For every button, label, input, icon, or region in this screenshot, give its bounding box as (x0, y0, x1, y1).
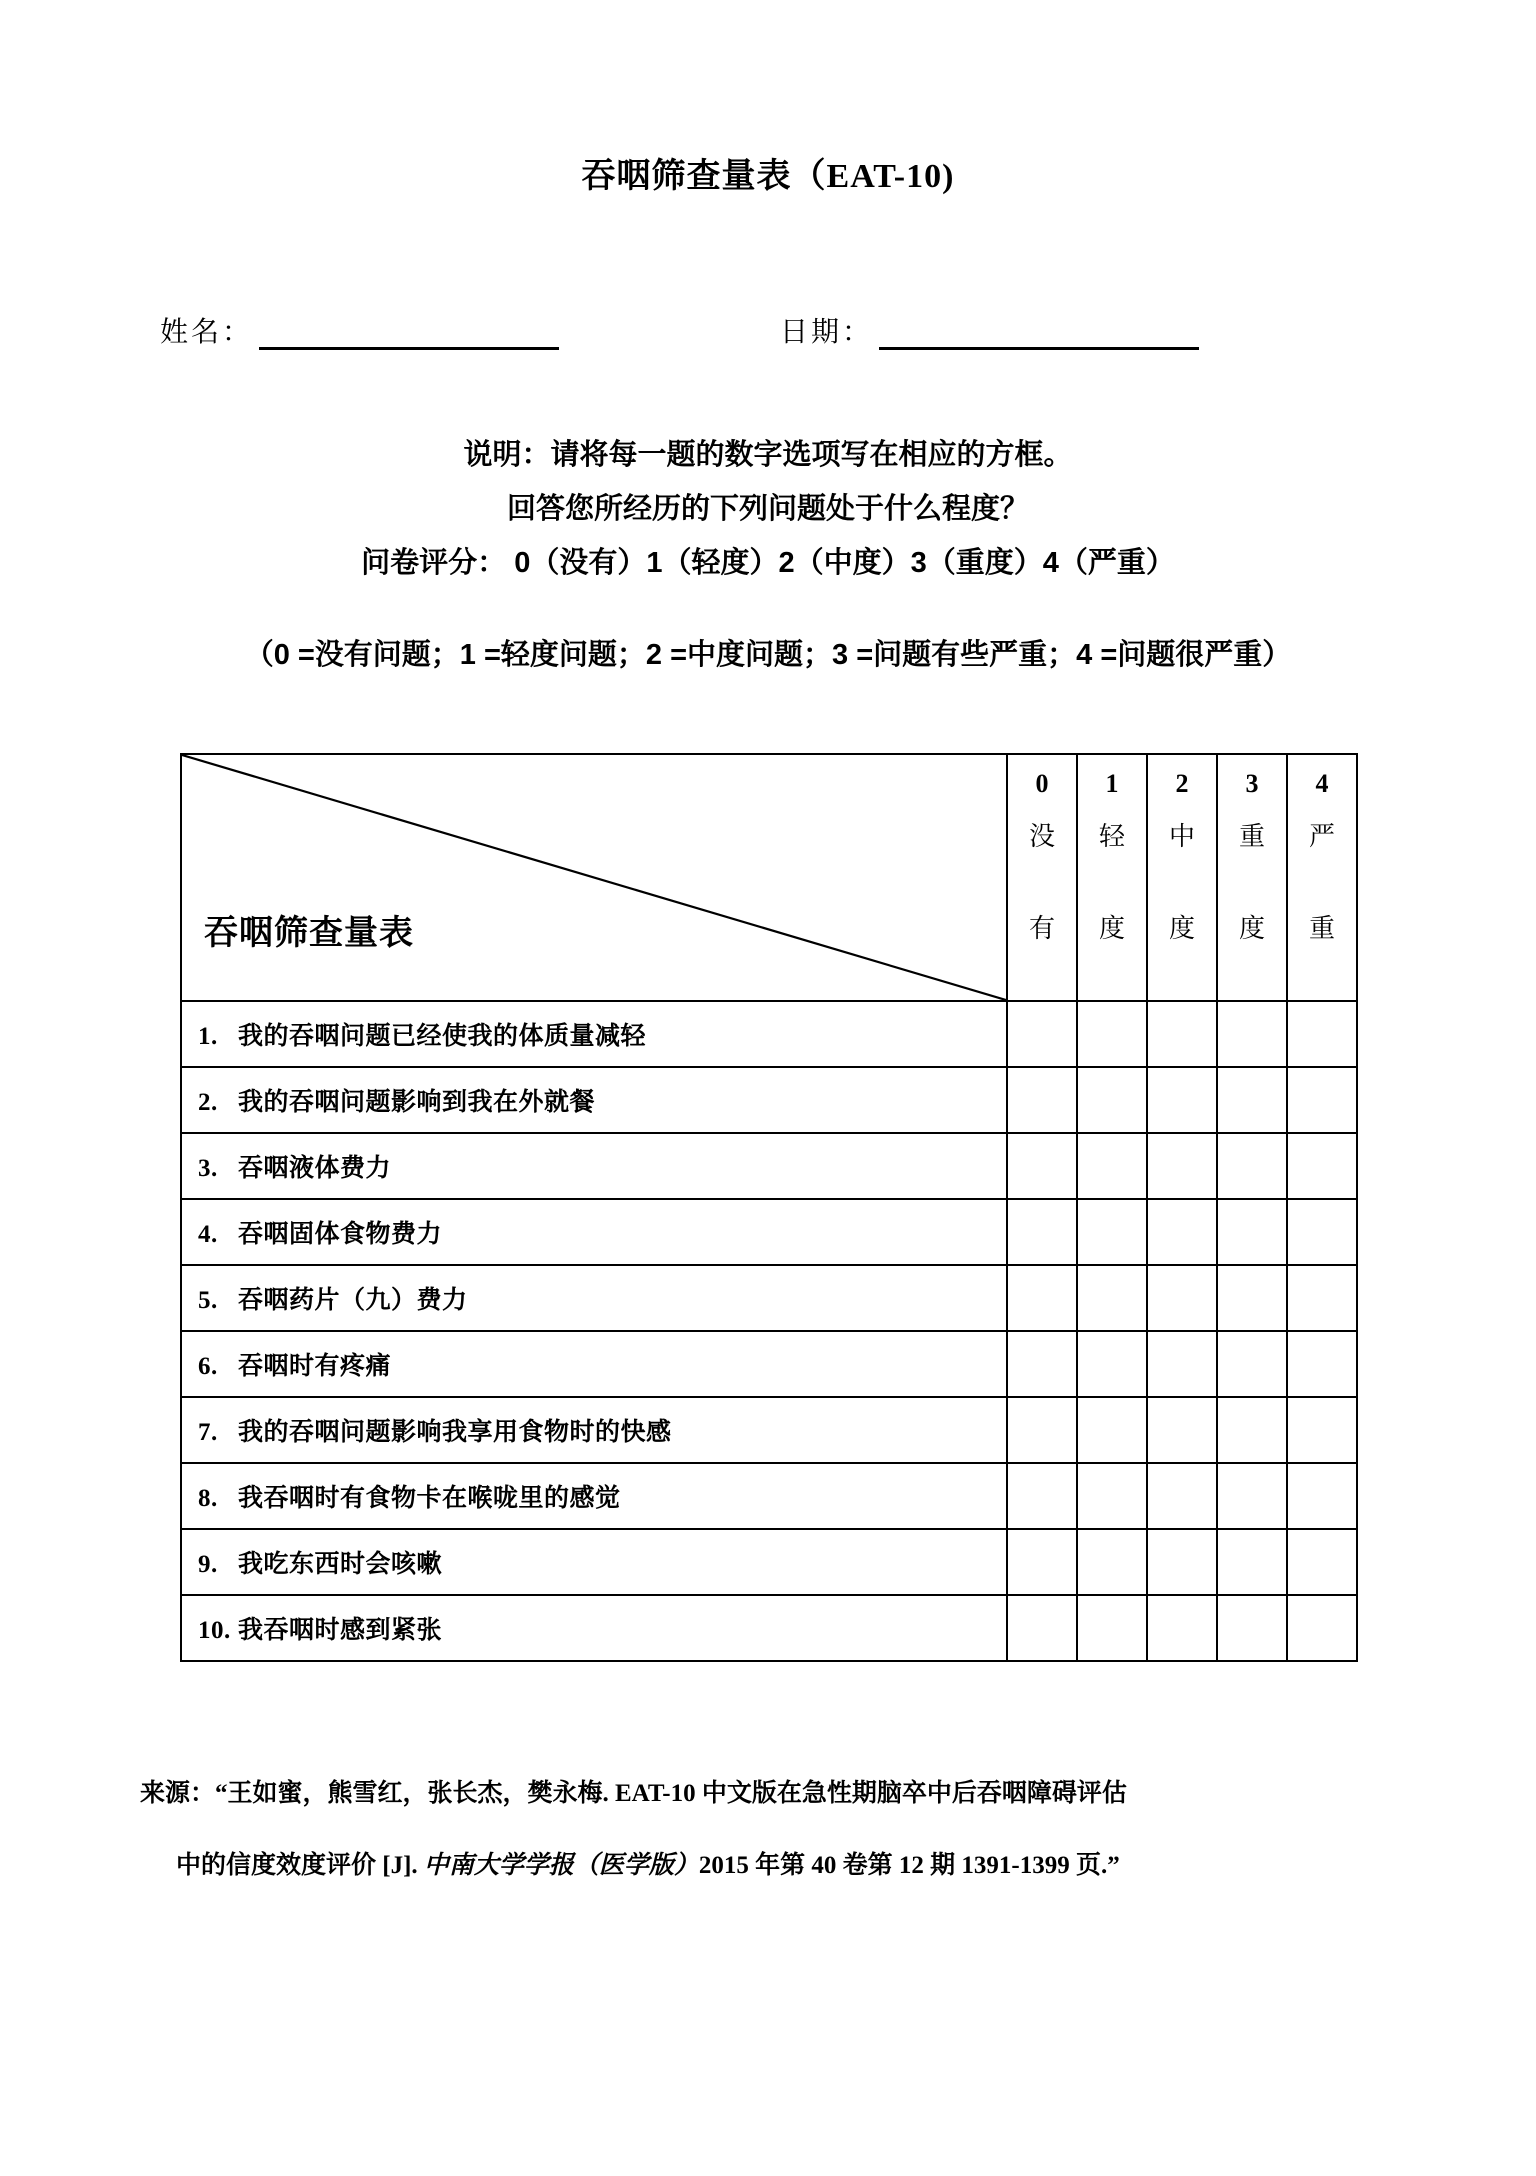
table-row (181, 1133, 1357, 1199)
answer-box-8-1[interactable] (1077, 1463, 1147, 1529)
date-input-blank[interactable] (879, 317, 1199, 350)
instruction-line-2: 回答您所经历的下列问题处于什么程度？ (506, 493, 1029, 525)
column-header-number-1: 1 (1105, 769, 1119, 798)
column-header-number-2: 2 (1175, 769, 1189, 798)
source-line-2-prefix: 中的信度效度评价 [J]. (176, 1852, 424, 1879)
question-number-10: 10. (198, 1617, 231, 1644)
answer-box-2-3[interactable] (1217, 1067, 1287, 1133)
table-row (181, 1529, 1357, 1595)
column-header-char1-2: 中 (1168, 821, 1195, 851)
question-text-3: 吞咽液体费力 (238, 1154, 392, 1182)
column-header-char2-2: 度 (1168, 913, 1195, 943)
column-header-char2-3: 度 (1238, 913, 1265, 943)
column-header-char2-4: 重 (1308, 913, 1335, 943)
source-line-1: 来源：“王如蜜，熊雪红，张长杰，樊永梅. EAT-10 中文版在急性期脑卒中后吞咽障碍评估 (140, 1780, 1127, 1807)
instruction-line-3: 问卷评分： 0（没有）1（轻度）2（中度）3（重度）4（严重） (361, 547, 1175, 579)
answer-box-10-1[interactable] (1077, 1595, 1147, 1661)
answer-box-8-3[interactable] (1217, 1463, 1287, 1529)
question-cell-3 (181, 1133, 1007, 1199)
answer-box-5-1[interactable] (1077, 1265, 1147, 1331)
question-number-8: 8. (198, 1485, 218, 1512)
answer-box-5-2[interactable] (1147, 1265, 1217, 1331)
name-label: 姓名： (160, 317, 254, 348)
question-cell-7 (181, 1397, 1007, 1463)
answer-box-9-3[interactable] (1217, 1529, 1287, 1595)
name-field-group (160, 310, 559, 350)
date-label: 日期： (780, 317, 874, 348)
table-row (181, 1331, 1357, 1397)
scoring-legend: （0 =没有问题；1 =轻度问题；2 =中度问题；3 =问题有些严重；4 =问题很严重） (244, 639, 1292, 671)
answer-box-3-1[interactable] (1077, 1133, 1147, 1199)
answer-box-1-2[interactable] (1147, 1001, 1217, 1067)
question-number-4: 4. (198, 1221, 218, 1248)
table-header-row (181, 754, 1357, 1001)
answer-box-10-2[interactable] (1147, 1595, 1217, 1661)
question-text-5: 吞咽药片（九）费力 (238, 1286, 468, 1314)
answer-box-9-2[interactable] (1147, 1529, 1217, 1595)
question-cell-4 (181, 1199, 1007, 1265)
instruction-line-1: 说明：请将每一题的数字选项写在相应的方框。 (463, 439, 1073, 471)
question-text-1: 我的吞咽问题已经使我的体质量减轻 (238, 1022, 647, 1050)
answer-box-6-3[interactable] (1217, 1331, 1287, 1397)
answer-box-3-0[interactable] (1007, 1133, 1077, 1199)
answer-box-10-3[interactable] (1217, 1595, 1287, 1661)
answer-box-7-4[interactable] (1287, 1397, 1357, 1463)
answer-box-4-2[interactable] (1147, 1199, 1217, 1265)
question-cell-8 (181, 1463, 1007, 1529)
answer-box-2-0[interactable] (1007, 1067, 1077, 1133)
table-row (181, 1595, 1357, 1661)
question-text-4: 吞咽固体食物费力 (238, 1220, 443, 1248)
column-header-2 (1147, 754, 1217, 1001)
column-header-number-3: 3 (1245, 769, 1259, 798)
answer-box-3-2[interactable] (1147, 1133, 1217, 1199)
answer-box-1-0[interactable] (1007, 1001, 1077, 1067)
column-header-number-0: 0 (1035, 769, 1049, 798)
identification-row (160, 310, 1390, 356)
source-journal-name: 中南大学学报（医学版） (423, 1852, 699, 1879)
column-header-4 (1287, 754, 1357, 1001)
column-header-0 (1007, 754, 1077, 1001)
table-row (181, 1001, 1357, 1067)
column-header-char2-1: 度 (1098, 913, 1125, 943)
answer-box-10-0[interactable] (1007, 1595, 1077, 1661)
answer-box-5-3[interactable] (1217, 1265, 1287, 1331)
diagonal-line-icon (182, 755, 1006, 1000)
table-row (181, 1265, 1357, 1331)
column-header-3 (1217, 754, 1287, 1001)
question-text-9: 我吃东西时会咳嗽 (238, 1550, 443, 1578)
answer-box-6-1[interactable] (1077, 1331, 1147, 1397)
answer-box-7-0[interactable] (1007, 1397, 1077, 1463)
column-header-char1-1: 轻 (1098, 821, 1125, 851)
name-input-blank[interactable] (259, 317, 559, 350)
answer-box-8-4[interactable] (1287, 1463, 1357, 1529)
answer-box-9-1[interactable] (1077, 1529, 1147, 1595)
answer-box-1-1[interactable] (1077, 1001, 1147, 1067)
answer-box-1-4[interactable] (1287, 1001, 1357, 1067)
answer-box-8-2[interactable] (1147, 1463, 1217, 1529)
table-row (181, 1463, 1357, 1529)
source-line-2-suffix: 2015 年第 40 卷第 12 期 1391-1399 页.” (698, 1852, 1120, 1879)
question-number-6: 6. (198, 1353, 218, 1380)
question-text-7: 我的吞咽问题影响我享用食物时的快感 (238, 1418, 672, 1446)
answer-box-9-4[interactable] (1287, 1529, 1357, 1595)
table-corner-label: 吞咽筛查量表 (204, 914, 414, 952)
answer-box-1-3[interactable] (1217, 1001, 1287, 1067)
column-header-1 (1077, 754, 1147, 1001)
question-number-2: 2. (198, 1089, 218, 1116)
column-header-char1-0: 没 (1028, 821, 1055, 851)
answer-box-5-4[interactable] (1287, 1265, 1357, 1331)
answer-box-7-2[interactable] (1147, 1397, 1217, 1463)
answer-box-2-1[interactable] (1077, 1067, 1147, 1133)
instructions-block (0, 428, 1536, 590)
date-field-group (780, 310, 1199, 350)
answer-box-3-3[interactable] (1217, 1133, 1287, 1199)
question-number-5: 5. (198, 1287, 218, 1314)
question-text-10: 我吞咽时感到紧张 (238, 1616, 443, 1644)
source-line-2 (140, 1830, 1420, 1902)
answer-box-4-1[interactable] (1077, 1199, 1147, 1265)
column-header-number-4: 4 (1315, 769, 1329, 798)
diagonal-header-cell (181, 754, 1007, 1001)
answer-box-2-4[interactable] (1287, 1067, 1357, 1133)
question-text-2: 我的吞咽问题影响到我在外就餐 (238, 1088, 596, 1116)
column-header-char1-3: 重 (1238, 821, 1265, 851)
answer-box-4-3[interactable] (1217, 1199, 1287, 1265)
table-row (181, 1397, 1357, 1463)
question-cell-5 (181, 1265, 1007, 1331)
question-number-3: 3. (198, 1155, 218, 1182)
answer-box-2-2[interactable] (1147, 1067, 1217, 1133)
question-cell-1 (181, 1001, 1007, 1067)
question-text-8: 我吞咽时有食物卡在喉咙里的感觉 (238, 1484, 621, 1512)
answer-box-3-4[interactable] (1287, 1133, 1357, 1199)
answer-box-5-0[interactable] (1007, 1265, 1077, 1331)
question-text-6: 吞咽时有疼痛 (238, 1352, 392, 1380)
answer-box-4-0[interactable] (1007, 1199, 1077, 1265)
answer-box-7-3[interactable] (1217, 1397, 1287, 1463)
question-number-9: 9. (198, 1551, 218, 1578)
source-citation (140, 1758, 1420, 1902)
table-row (181, 1199, 1357, 1265)
column-header-char1-4: 严 (1308, 821, 1335, 851)
question-cell-6 (181, 1331, 1007, 1397)
answer-box-10-4[interactable] (1287, 1595, 1357, 1661)
question-cell-10 (181, 1595, 1007, 1661)
answer-box-4-4[interactable] (1287, 1199, 1357, 1265)
eat10-scale-table (180, 753, 1358, 1662)
answer-box-8-0[interactable] (1007, 1463, 1077, 1529)
answer-box-6-0[interactable] (1007, 1331, 1077, 1397)
question-cell-2 (181, 1067, 1007, 1133)
answer-box-6-2[interactable] (1147, 1331, 1217, 1397)
answer-box-9-0[interactable] (1007, 1529, 1077, 1595)
question-cell-9 (181, 1529, 1007, 1595)
answer-box-6-4[interactable] (1287, 1331, 1357, 1397)
question-number-1: 1. (198, 1023, 218, 1050)
answer-box-7-1[interactable] (1077, 1397, 1147, 1463)
column-header-char2-0: 有 (1028, 913, 1055, 943)
table-row (181, 1067, 1357, 1133)
page-title: 吞咽筛查量表（EAT-10) (581, 158, 955, 195)
question-number-7: 7. (198, 1419, 218, 1446)
